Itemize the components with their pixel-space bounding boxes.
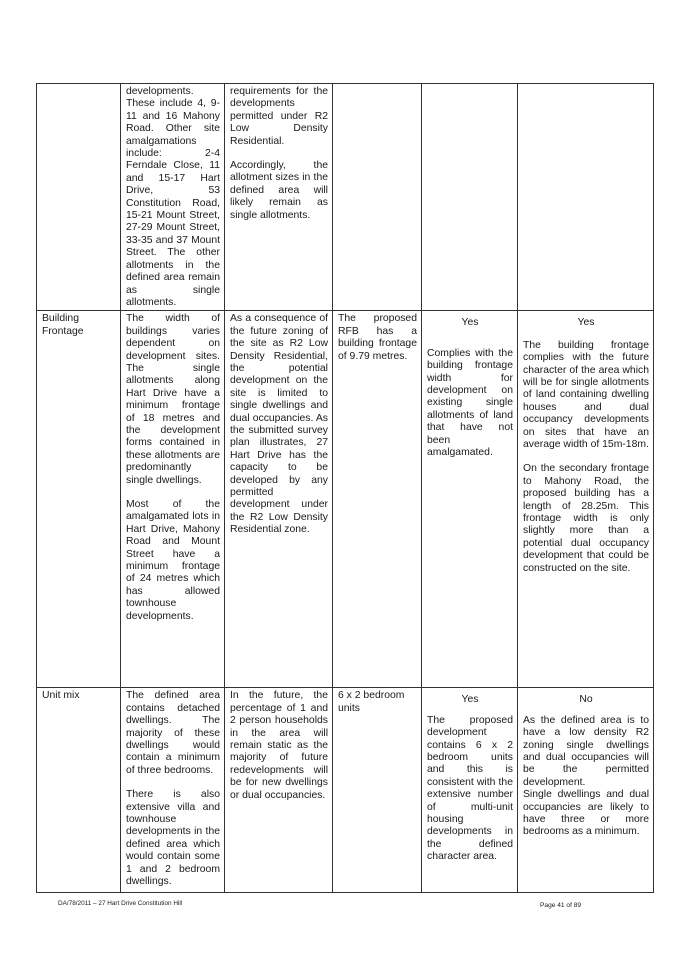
future-character-paragraph: Accordingly, the allotment sizes in the defined area will likely remain as single allotments. <box>230 160 328 221</box>
compliance-cell <box>518 84 654 311</box>
compliance-text: As the defined area is to have a low density R2 zoning single dwellings and dual occupancies will be the permitted development. Single dwellings and dual occupancies are likely to have three or more bedrooms as a minimum. <box>523 714 649 838</box>
compliance-answer: Yes <box>577 317 595 329</box>
page-number: Page 41 of 89 <box>540 902 582 909</box>
existing-character-paragraph: The width of buildings varies dependent on development sites. The single allotments along Hart Drive have a minimum frontage of 18 metres and the development forms contained in these allotments are predominantly single dwellings. <box>126 313 220 486</box>
future-character-cell: As a consequence of the future zoning of the site as R2 Low Density Residential, the potential development on the site is limited to single dwellings and dual occupancies. As the submitted survey plan illustrates, 27 Hart Drive has the capacity to be developed by any permitted development under the R2 Low Density Residential zone. <box>225 311 333 688</box>
future-character-cell <box>225 84 333 311</box>
compliance-text: The building frontage complies with the future character of the area which will be for single allotments of land containing dwelling houses and dual occupancy developments on sites that have an average width of 15m-18m. <box>523 339 649 450</box>
existing-character-paragraph: Most of the amalgamated lots in Hart Drive, Mahony Road and Mount Street have a minimum frontage of 24 metres which has allowed townhouse developments. <box>126 499 220 622</box>
consistency-answer: Yes <box>461 694 479 706</box>
existing-character-paragraph: The defined area contains detached dwellings. The majority of these dwellings would contain a minimum of three bedrooms. <box>126 690 220 776</box>
future-character-paragraph: requirements for the developments permitted under R2 Low Density Residential. <box>230 86 328 147</box>
criteria-cell: Building Frontage <box>37 311 121 688</box>
proposal-cell: 6 x 2 bedroom units <box>333 688 422 893</box>
consistency-cell <box>422 311 518 688</box>
proposal-cell: The proposed RFB has a building frontage of 9.79 metres. <box>333 311 422 688</box>
footer-reference: DA/78/2011 – 27 Hart Drive Constitution Hill <box>58 900 183 907</box>
future-character-cell: In the future, the percentage of 1 and 2 person households in the area will remain static as the majority of future redevelopments will be for new dwellings or dual occupancies. <box>225 688 333 893</box>
existing-character-cell <box>121 688 225 893</box>
consistency-text: Complies with the building frontage width for development on existing single allotments of land that have not been amalgamated. <box>427 347 513 458</box>
existing-character-cell: developments. These include 4, 9-11 and 16 Mahony Road. Other site amalgamations include: 2-4 Ferndale Close, 11 and 15-17 Hart Drive, 53 Constitution Road, 15-21 Mount Street, 27-29 Mount Street, 33-35 and 37 Mount Street. The other allotments in the defined area remain as single allotments. <box>121 84 225 311</box>
consistency-cell <box>422 84 518 311</box>
existing-character-cell <box>121 311 225 688</box>
table-row <box>37 311 654 688</box>
character-assessment-table <box>36 83 654 893</box>
compliance-cell <box>518 688 654 893</box>
existing-character-paragraph: There is also extensive villa and townhouse developments in the defined area which would contain some 1 and 2 bedroom dwellings. <box>126 789 220 887</box>
consistency-text: The proposed development contains 6 x 2 bedroom units and this is consistent with the extensive number of multi-unit housing developments in the defined character area. <box>427 714 513 863</box>
consistency-answer: Yes <box>461 317 479 329</box>
compliance-text: On the secondary frontage to Mahony Road, the proposed building has a length of 28.25m. This frontage width is only slightly more than a potential dual occupancy development that could be constructed on the site. <box>523 463 649 574</box>
compliance-answer: No <box>579 694 593 706</box>
consistency-cell <box>422 688 518 893</box>
criteria-cell <box>37 84 121 311</box>
table-row <box>37 84 654 311</box>
proposal-cell <box>333 84 422 311</box>
table-row <box>37 688 654 893</box>
criteria-cell: Unit mix <box>37 688 121 893</box>
compliance-cell <box>518 311 654 688</box>
